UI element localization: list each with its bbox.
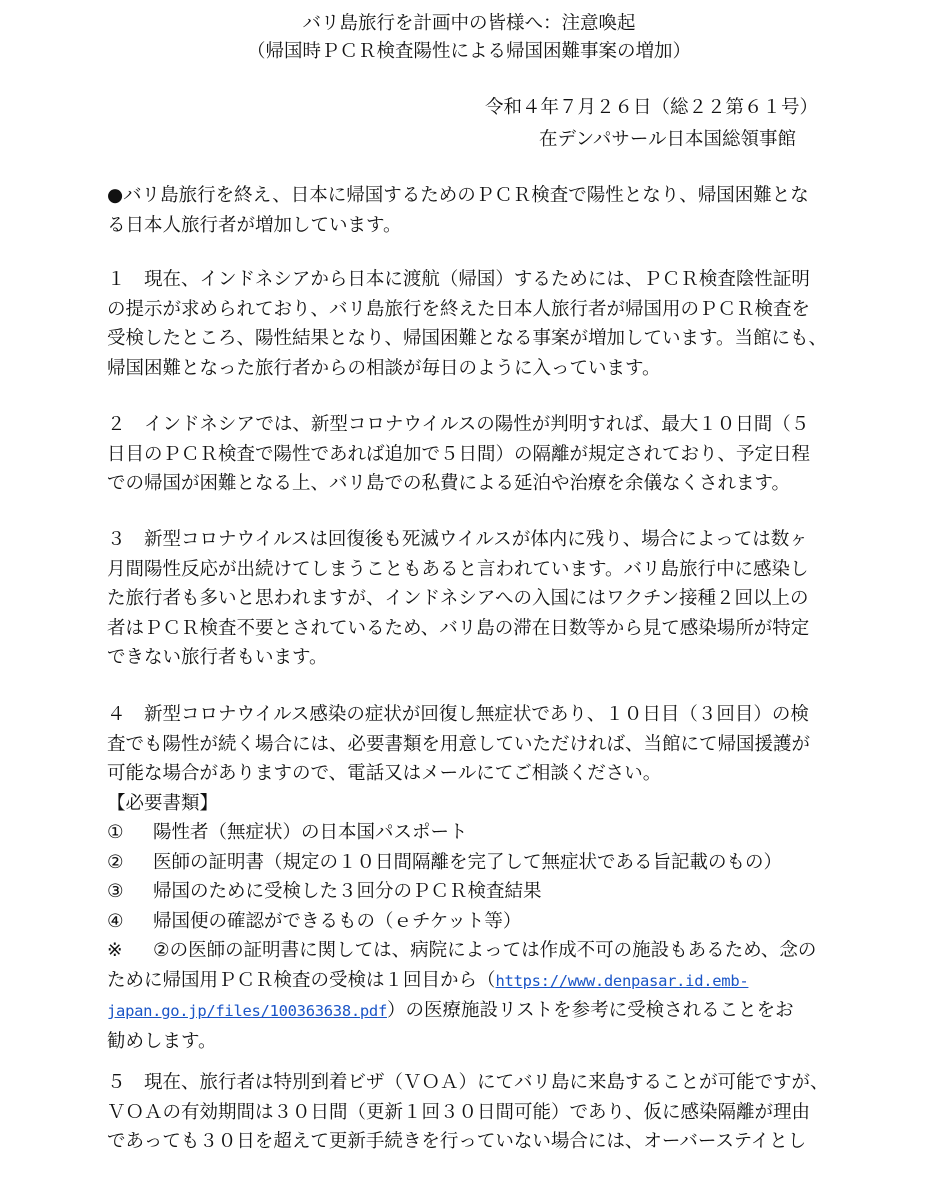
paragraph-line: ３ 新型コロナウイルスは回復後も死滅ウイルスが体内に残り、場合によっては数ヶ — [107, 529, 808, 550]
paragraph-line: ５ 現在、旅行者は特別到着ビザ（ＶＯＡ）にてバリ島に来島することが可能ですが、 — [107, 1072, 829, 1093]
required-doc-item: ④ 帰国便の確認ができるもの（ｅチケット等） — [107, 910, 522, 932]
medical-facility-list-link-cont[interactable]: japan.go.jp/files/100363638.pdf — [107, 1002, 387, 1020]
note-mark: ※ — [107, 940, 123, 961]
date-reference: 令和４年７月２６日（総２２第６１号） — [484, 97, 818, 118]
paragraph-line: る日本人旅行者が増加しています。 — [107, 214, 402, 236]
required-docs-heading: 【必要書類】 — [107, 792, 219, 814]
medical-facility-list-link[interactable]: https://www.denpasar.id.emb- — [495, 971, 749, 990]
note-line: ために帰国用ＰＣＲ検査の受検は１回目から（https://www.denpasar.id.emb- — [107, 969, 749, 991]
paragraph-line: 受検したところ、陽性結果となり、帰国困難となる事案が増加しています。当館にも、 — [107, 328, 828, 349]
paragraph-line: ＶＯＡの有効期間は３０日間（更新１回３０日間可能）であり、仮に感染隔離が理由 — [107, 1101, 811, 1123]
paragraph-line: ２ インドネシアでは、新型コロナウイルスの陽性が判明すれば、最大１０日間（５ — [107, 414, 810, 435]
paragraph-line: であっても３０日を超えて更新手続きを行っていない場合には、オーバーステイとし — [107, 1131, 807, 1152]
required-doc-item: ③ 帰国のために受検した３回分のＰＣＲ検査結果 — [107, 881, 542, 902]
note-line: japan.go.jp/files/100363638.pdf）の医療施設リストを参考に受検されることをお — [107, 1000, 794, 1021]
paragraph-line: 月間陽性反応が出続けてしまうこともあると言われています。バリ島旅行中に感染し — [107, 558, 809, 580]
intro-paragraph — [107, 181, 837, 240]
section-2 — [107, 410, 837, 499]
required-doc-item: ① 陽性者（無症状）の日本国パスポート — [107, 822, 468, 843]
section-1 — [107, 265, 837, 383]
paragraph-line: ●バリ島旅行を終え、日本に帰国するためのＰＣＲ検査で陽性となり、帰国困難とな — [107, 185, 809, 206]
paragraph-line: 日目のＰＣＲ検査で陽性であれば追加で５日間）の隔離が規定されており、予定日程 — [107, 443, 811, 465]
section-3 — [107, 525, 837, 673]
paragraph-line: できない旅行者もいます。 — [107, 647, 328, 668]
issuer: 在デンパサール日本国総領事館 — [538, 129, 796, 150]
paragraph-line: ４ 新型コロナウイルス感染の症状が回復し無症状であり、１０日目（３回目）の検 — [107, 704, 809, 725]
required-doc-item: ② 医師の証明書（規定の１０日間隔離を完了して無症状である旨記載のもの） — [107, 851, 783, 873]
title-line-2: （帰国時ＰＣＲ検査陽性による帰国困難事案の増加） — [246, 41, 691, 62]
paragraph-line: 査でも陽性が続く場合には、必要書類を用意していただければ、当館にて帰国援護が — [107, 733, 811, 755]
paragraph-line: での帰国が困難となる上、バリ島での私費による延泊や治療を余儀なくされます。 — [107, 473, 791, 494]
paragraph-line: 者はＰＣＲ検査不要とされているため、バリ島の滞在日数等から見て感染場所が特定 — [107, 617, 810, 639]
note-line: 勧めします。 — [107, 1030, 217, 1052]
section-5 — [107, 1068, 837, 1157]
document-meta — [485, 92, 818, 156]
paragraph-line: １ 現在、インドネシアから日本に渡航（帰国）するためには、ＰＣＲ検査陰性証明 — [107, 269, 810, 290]
paragraph-line: の提示が求められており、バリ島旅行を終えた日本人旅行者が帰国用のＰＣＲ検査を — [107, 298, 811, 320]
paragraph-line: 帰国困難となった旅行者からの相談が毎日のように入っています。 — [107, 357, 661, 379]
paragraph-line: た旅行者も多いと思われますが、インドネシアへの入国にはワクチン接種２回以上の — [107, 588, 809, 609]
title-line-1: バリ島旅行を計画中の皆様へ：注意喚起 — [302, 13, 636, 34]
paragraph-line: 可能な場合がありますので、電話又はメールにてご相談ください。 — [107, 763, 662, 784]
note-line: ※ ②の医師の証明書に関しては、病院によっては作成不可の施設もあるため、念の — [107, 936, 837, 966]
document-title — [0, 10, 938, 66]
section-4 — [107, 700, 837, 1056]
